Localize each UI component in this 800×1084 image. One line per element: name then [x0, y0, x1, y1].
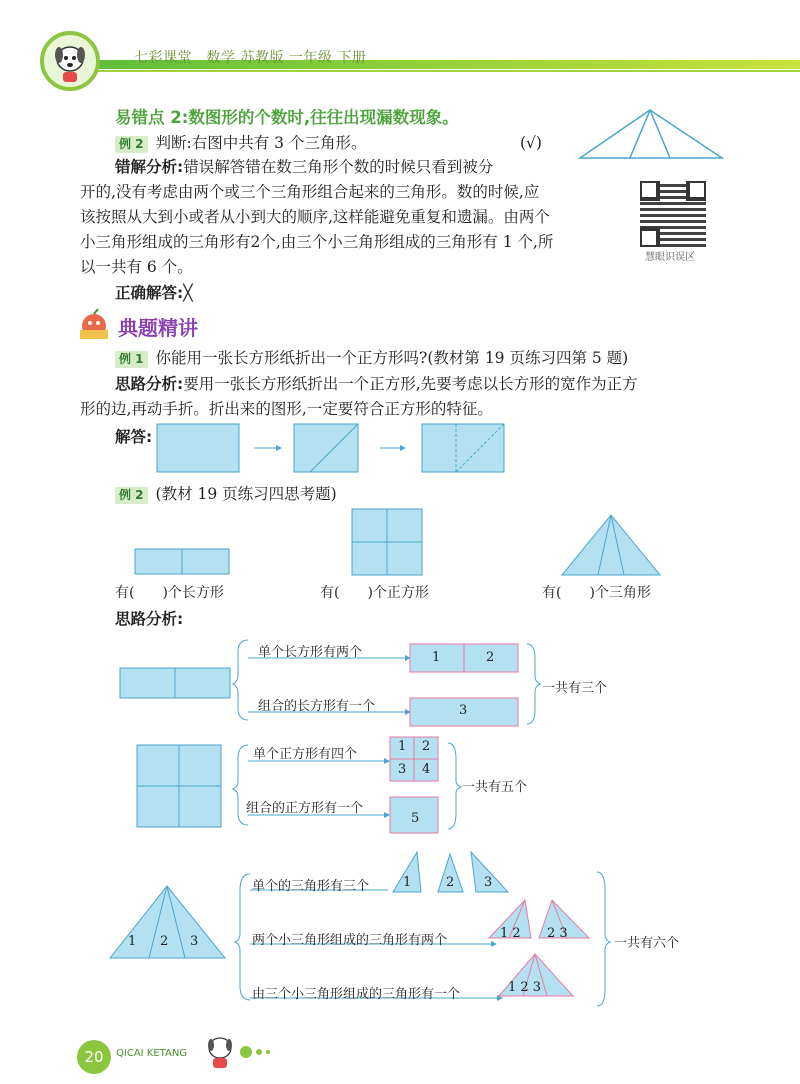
example1-tag: 例 1 [115, 351, 148, 368]
wrong-analysis-label: 错解分析: [115, 158, 184, 176]
wrong-line-5: 以一共有 6 个。 [80, 258, 193, 276]
error-question: 判断:右图中共有 3 个三角形。 [155, 134, 367, 152]
tri-total-label: 一共有六个 [614, 936, 680, 951]
error-point-title: 易错点 2:数图形的个数时,往往出现漏数现象。 [115, 108, 459, 127]
example2-figures [130, 505, 700, 580]
example1-answer-label: 解答: [115, 428, 153, 446]
wrong-line-1: 错误解答错在数三角形个数的时候只看到被分 [183, 158, 494, 176]
error-triangle-figure [578, 108, 724, 160]
tri-three-label: 由三个小三角形组成的三角形有一个 [252, 987, 461, 1002]
tri-all: 1 2 3 [508, 980, 542, 995]
blank-rectangles[interactable]: 有( )个长方形 [115, 585, 224, 601]
example2-line [115, 482, 337, 507]
folding-steps-figure [150, 420, 510, 478]
example2-tag: 例 2 [115, 487, 148, 504]
mascot-dog-icon [44, 35, 96, 87]
sq-single-label: 单个正方形有四个 [253, 747, 358, 762]
tri-pair-1: 1 2 [500, 926, 521, 941]
mascot-logo [40, 31, 100, 91]
header-title: 七彩课堂 数学 苏教版 一年级 下册 [134, 50, 367, 66]
rect-single-label: 单个长方形有两个 [258, 645, 363, 660]
page-number: 20 [77, 1040, 111, 1074]
qr-code[interactable] [640, 181, 706, 247]
blank-triangles[interactable]: 有( )个三角形 [542, 585, 651, 601]
correct-answer-label: 正确解答: [115, 284, 184, 302]
tri-single-label: 单个的三角形有三个 [252, 879, 370, 894]
sq-combo-label: 组合的正方形有一个 [246, 801, 364, 816]
example-tag: 例 2 [115, 136, 148, 153]
footer-brand: QICAI KETANG [116, 1048, 188, 1059]
footer-mascot-icon [200, 1030, 290, 1070]
tri-num-1: 1 [128, 934, 137, 949]
tri-single-num-1: 1 [403, 875, 412, 890]
example1-analysis-label: 思路分析: [115, 375, 184, 393]
tri-single-num-2: 2 [446, 875, 455, 890]
example2-source: (教材 19 页练习四思考题) [155, 485, 337, 503]
example1-question: 你能用一张长方形纸折出一个正方形吗?(教材第 19 页练习四第 5 题) [155, 349, 629, 367]
blank-squares[interactable]: 有( )个正方形 [320, 585, 429, 601]
tri-pair-2: 2 3 [547, 926, 568, 941]
answer-mark: (√) [520, 134, 542, 152]
section-title: 典题精讲 [118, 316, 198, 340]
example1-analysis-2: 形的边,再动手折。折出来的图形,一定要符合正方形的特征。 [80, 400, 493, 418]
rect-total-label: 一共有三个 [542, 681, 608, 696]
rect-combo-label: 组合的长方形有一个 [258, 699, 376, 714]
tri-num-3: 3 [190, 934, 199, 949]
rect-num-2: 2 [486, 650, 495, 665]
sq-total-label: 一共有五个 [462, 780, 528, 795]
sq-num-2: 2 [422, 739, 431, 754]
tri-single-num-3: 3 [484, 875, 493, 890]
apple-mascot-icon [76, 308, 112, 340]
qr-label: 慧眼识误区 [645, 252, 695, 263]
wrong-line-3: 该按照从大到小或者从小到大的顺序,这样能避免重复和遗漏。由两个 [80, 208, 550, 226]
sq-num-3: 3 [398, 762, 407, 777]
sq-num-5: 5 [411, 811, 420, 826]
wrong-line-4: 小三角形组成的三角形有2个,由三个小三角形组成的三角形有 1 个,所 [80, 233, 554, 251]
tri-num-2: 2 [160, 934, 169, 949]
example1-line [115, 346, 628, 371]
correct-answer-value: ╳ [183, 284, 193, 302]
sq-num-1: 1 [398, 739, 407, 754]
rect-num-1: 1 [432, 650, 441, 665]
header-rule [80, 70, 800, 72]
example1-analysis-1: 要用一张长方形纸折出一个正方形,先要考虑以长方形的宽作为正方 [183, 375, 638, 393]
example2-analysis-label: 思路分析: [115, 610, 184, 628]
error-example-line [115, 131, 366, 156]
tri-two-label: 两个小三角形组成的三角形有两个 [252, 933, 448, 948]
sq-num-4: 4 [422, 762, 431, 777]
wrong-line-2: 开的,没有考虑由两个或三个三角形组合起来的三角形。数的时候,应 [80, 183, 540, 201]
rect-num-3: 3 [459, 703, 468, 718]
